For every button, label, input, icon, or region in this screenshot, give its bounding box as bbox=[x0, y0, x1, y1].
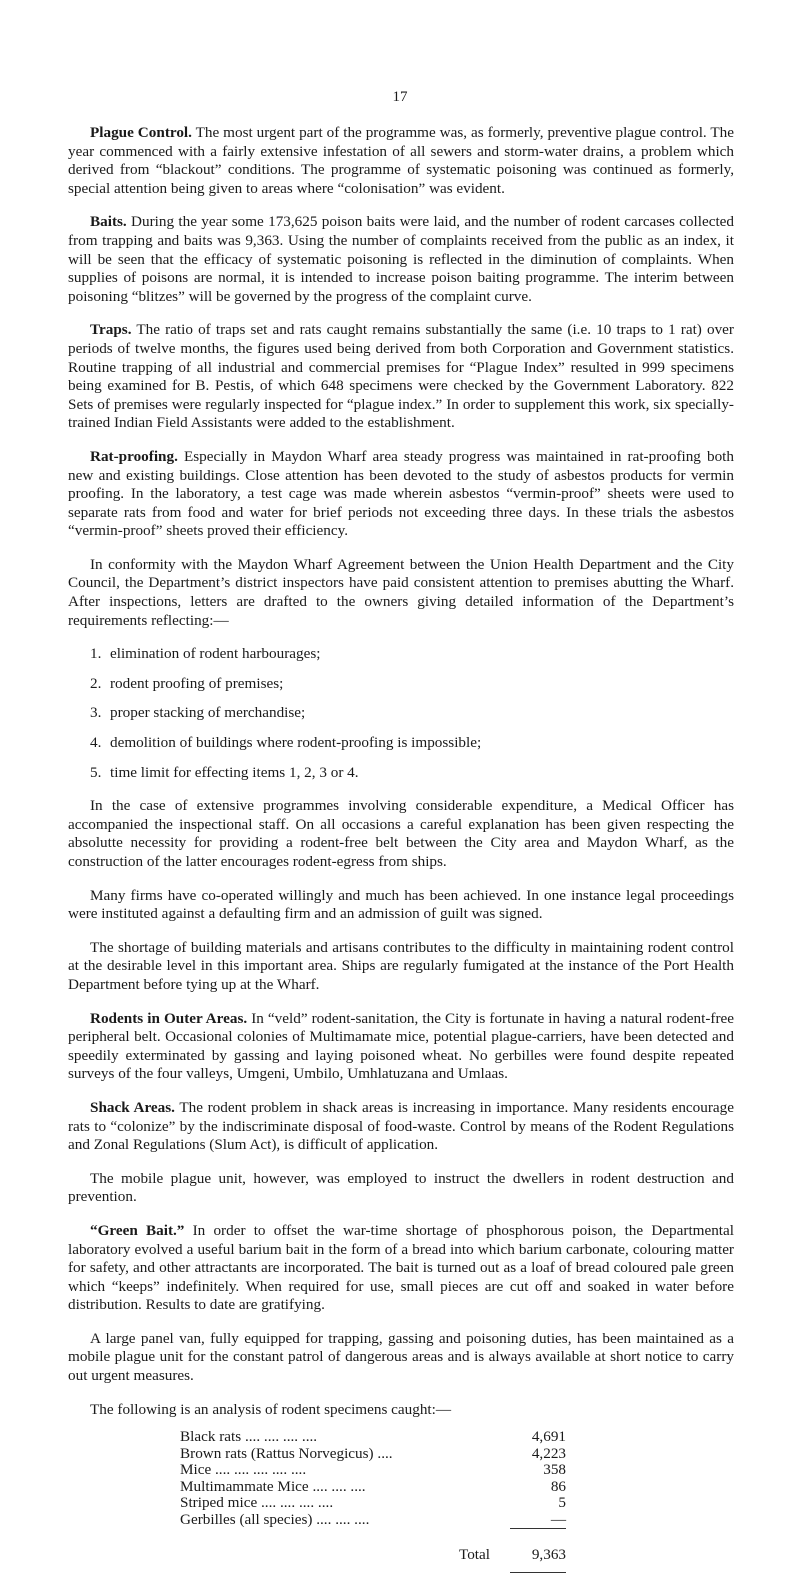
table-row bbox=[180, 1446, 566, 1463]
requirements-list bbox=[68, 645, 734, 782]
paragraph-green-bait bbox=[68, 1222, 734, 1315]
paragraph-shack-areas bbox=[68, 1099, 734, 1155]
table-row bbox=[180, 1479, 566, 1496]
heading-green-bait: “Green Bait.” bbox=[90, 1221, 185, 1239]
paragraph-panel-van: A large panel van, fully equipped for trapping, gassing and poisoning duties, has been maintained as a mobile plague unit for the constant patrol of dangerous areas and is always available at short notice to carry out urgent measures. bbox=[68, 1329, 734, 1385]
table-cell-label: Multimammate Mice .... .... .... bbox=[180, 1477, 366, 1495]
list-item: 4. demolition of buildings where rodent-proofing is impossible; bbox=[90, 734, 482, 752]
list-item: 3. proper stacking of merchandise; bbox=[90, 704, 306, 722]
table-cell-label: Gerbilles (all species) .... .... .... bbox=[180, 1510, 370, 1528]
table-cell-value: — bbox=[550, 1510, 566, 1528]
table-cell-label: Brown rats (Rattus Norvegicus) .... bbox=[180, 1444, 393, 1462]
text-shack-areas: The rodent problem in shack areas is increasing in importance. Many residents encourage rats to “colonize” by the indiscriminate disposal of food-waste. Control by means of the Rodent Regulations and Zonal Regulations (Slum Act), is difficult of application. bbox=[68, 1098, 734, 1154]
heading-outer-areas: Rodents in Outer Areas. bbox=[90, 1009, 248, 1027]
table-cell-label: Striped mice .... .... .... .... bbox=[180, 1494, 334, 1512]
list-item: 5. time limit for effecting items 1, 2, 3 or 4. bbox=[90, 763, 359, 781]
table-cell-value: 86 bbox=[550, 1477, 566, 1495]
text-green-bait: In order to offset the war-time shortage of phosphorous poison, the Departmental laboratory evolved a useful barium bait in the form of a bread into which barium carbonate, colouring matter for safety, and other attractants are incorporated. The bait is turned out as a loaf of bread coloured pale green which “keeps” indefinitely. When required for use, small pieces are cut off and soaked in water before distribution. Results to date are gratifying. bbox=[68, 1221, 734, 1314]
text-baits: During the year some 173,625 poison baits were laid, and the number of rodent carcases collected from trapping and baits was 9,363. Using the number of complaints received from the public as an index, it will be seen that the efficacy of systematic poisoning is reflected in the diminution of complaints. When supplies of poisons are normal, it is intended to increase poison baiting programme. The interim between poisoning “blitzes” will be governed by the progress of the complaint curve. bbox=[68, 213, 734, 305]
heading-shack-areas: Shack Areas. bbox=[90, 1098, 175, 1116]
table-cell-label: Mice .... .... .... .... .... bbox=[180, 1461, 307, 1479]
text-outer-areas: In “veld” rodent-sanitation, the City is fortunate in having a natural rodent-free peripheral belt. Occasional colonies of Multimamate mice, potential plague-carriers, have been detected and speedily exterminated by gassing and laying poisoned wheat. No gerbilles were found despite repeated surveys of the four valleys, Umgeni, Umbilo, Umhlatuzana and Umlaas. bbox=[68, 1009, 734, 1083]
text-plague-control: The most urgent part of the programme was, as formerly, preventive plague control. The year commenced with a fairly extensive infestation of all sewers and storm-water drains, a problem which derived from “blackout” conditions. The programme of systematic poisoning was continued as formerly, special attention being given to areas where “colonisation” was evident. bbox=[68, 124, 734, 197]
table-total-label: Total bbox=[459, 1545, 490, 1563]
heading-baits: Baits. bbox=[90, 213, 127, 231]
page-number: 17 bbox=[392, 89, 408, 105]
table-cell-value: 5 bbox=[558, 1494, 566, 1512]
heading-rat-proofing: Rat-proofing. bbox=[90, 447, 178, 465]
paragraph-maydon-agreement: In conformity with the Maydon Wharf Agreement between the Union Health Department and the City Council, the Department’s district inspectors have paid consistent attention to premises abutting the Wharf. After inspections, letters are drafted to the owners giving detailed information of the Department’s requirements reflecting:— bbox=[68, 555, 734, 629]
table-row bbox=[180, 1429, 566, 1446]
table-cell-value: 358 bbox=[543, 1461, 566, 1479]
document-body bbox=[68, 124, 734, 1573]
paragraph-mobile-unit: The mobile plague unit, however, was employed to instruct the dwellers in rodent destruction and prevention. bbox=[68, 1169, 734, 1206]
rodent-analysis-table bbox=[180, 1429, 566, 1573]
table-cell-value: 4,223 bbox=[531, 1444, 566, 1462]
paragraph-extensive-programmes: In the case of extensive programmes involving considerable expenditure, a Medical Officer has accompanied the inspectional staff. On all occasions a careful explanation has been given respecting the absolutte necessity for providing a rodent-free belt between the City area and Maydon Wharf, as the construction of the latter encourages rodent-egress from ships. bbox=[68, 797, 734, 870]
paragraph-analysis-intro: The following is an analysis of rodent specimens caught:— bbox=[90, 1400, 452, 1418]
heading-plague-control: Plague Control. bbox=[90, 124, 192, 141]
table-row bbox=[180, 1462, 566, 1479]
text-rat-proofing: Especially in Maydon Wharf area steady progress was maintained in rat-proofing both new and existing buildings. Close attention has been devoted to the study of asbestos products for vermin proofing. In the laboratory, a test cage was made wherein asbestos “vermin-proof” sheets were used to separate rats from food and water for brief periods not exceeding three days. In these trials the asbestos “vermin-proof” sheets proved their efficiency. bbox=[68, 447, 734, 540]
paragraph-traps bbox=[68, 321, 734, 433]
table-cell-label: Black rats .... .... .... .... bbox=[180, 1428, 318, 1446]
table-row bbox=[180, 1495, 566, 1512]
paragraph-many-firms: Many firms have co-operated willingly and much has been achieved. In one instance legal proceedings were instituted against a defaulting firm and an admission of guilt was signed. bbox=[68, 886, 734, 923]
text-traps: The ratio of traps set and rats caught remains substantially the same (i.e. 10 traps to 1 rat) over periods of twelve months, the figures used being derived from both Corporation and Government statistics. Routine trapping of all industrial and commercial premises for “Plague Index” resulted in 999 specimens being examined for B. Pestis, of which 648 specimens were checked by the Government Laboratory. 822 Sets of premises were regularly inspected for “plague index.” In order to supplement this work, six specially-trained Indian Field Assistants were added to the establishment. bbox=[68, 321, 734, 432]
list-item: 1. elimination of rodent harbourages; bbox=[90, 645, 321, 663]
paragraph-baits bbox=[68, 213, 734, 306]
paragraph-shortage: The shortage of building materials and artisans contributes to the difficulty in maintaining rodent control at the desirable level in this important area. Ships are regularly fumigated at the instance of the Port Health Department before tying up at the Wharf. bbox=[68, 938, 734, 993]
table-row bbox=[180, 1512, 566, 1529]
table-total-value: 9,363 bbox=[510, 1529, 566, 1573]
table-total-row bbox=[180, 1529, 566, 1573]
paragraph-rat-proofing bbox=[68, 448, 734, 541]
paragraph-outer-areas bbox=[68, 1010, 734, 1084]
table-cell-value: 4,691 bbox=[531, 1428, 566, 1446]
list-item: 2. rodent proofing of premises; bbox=[90, 674, 284, 692]
heading-traps: Traps. bbox=[90, 321, 132, 339]
paragraph-plague-control bbox=[68, 124, 734, 198]
